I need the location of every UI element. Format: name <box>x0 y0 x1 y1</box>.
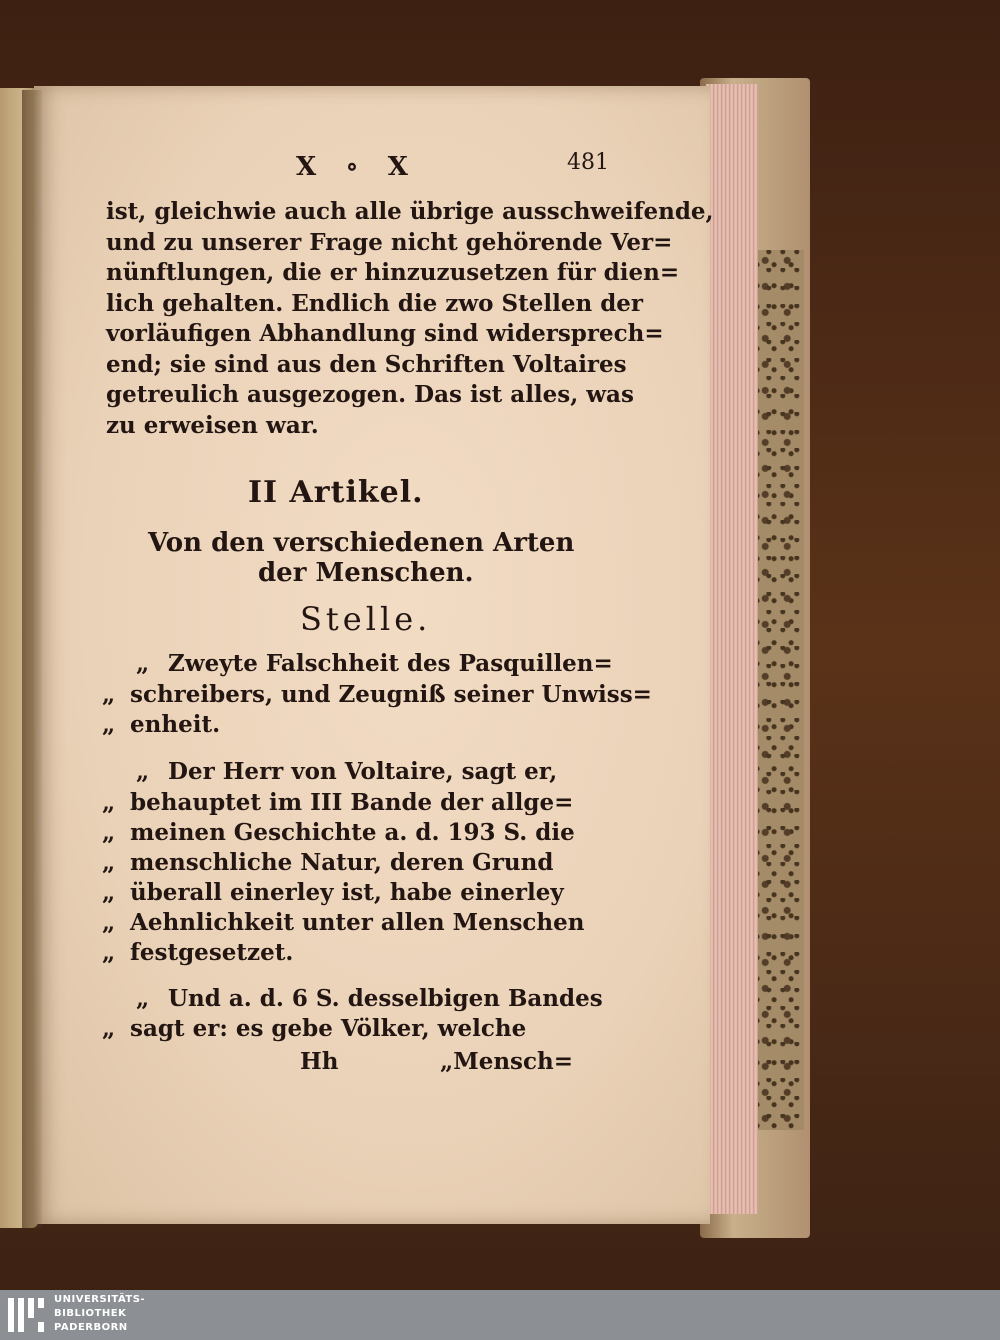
quote-mark: „ <box>102 939 116 966</box>
paragraph-line: zu erweisen war. <box>106 412 319 439</box>
quote-line: überall einerley ist, habe einerley <box>130 879 564 906</box>
quote-mark: „ <box>102 819 116 846</box>
quote-mark: „ <box>102 849 116 876</box>
paragraph-line: vorläufigen Abhandlung sind widersprech= <box>106 320 664 347</box>
quote-mark: „ <box>136 650 150 677</box>
quote-mark: „ <box>102 681 116 708</box>
quote-line: behauptet im III Bande der allge= <box>130 789 574 816</box>
paragraph-line: ist, gleichwie auch alle übrige ausschweifende, <box>106 198 714 225</box>
section-subheading: der Menschen. <box>258 558 474 588</box>
quote-line: sagt er: es gebe Völker, welche <box>130 1015 527 1042</box>
quote-line: Und a. d. 6 S. desselbigen Bandes <box>168 985 603 1012</box>
quote-line: menschliche Natur, deren Grund <box>130 849 554 876</box>
quote-line: enheit. <box>130 711 221 738</box>
catchword: „Mensch= <box>440 1048 573 1075</box>
quote-mark: „ <box>102 711 116 738</box>
section-subheading: Von den verschiedenen Arten <box>148 528 575 558</box>
paragraph-line: getreulich ausgezogen. Das ist alles, was <box>106 381 634 408</box>
library-logo-icon <box>8 1296 48 1334</box>
quote-line: Aehnlichkeit unter allen Menschen <box>130 909 585 936</box>
book-gutter <box>22 90 42 1228</box>
quote-mark: „ <box>136 758 150 785</box>
quote-mark: „ <box>102 909 116 936</box>
quote-line: festgesetzet. <box>130 939 294 966</box>
library-name-line: UNIVERSITÄTS- <box>54 1294 146 1305</box>
quote-mark: „ <box>102 789 116 816</box>
library-name-line: PADERBORN <box>54 1322 128 1333</box>
paragraph-line: end; sie sind aus den Schriften Voltaires <box>106 351 627 378</box>
quote-line: Zweyte Falschheit des Pasquillen= <box>168 650 613 677</box>
quote-mark: „ <box>102 879 116 906</box>
stelle-heading: Stelle. <box>300 600 432 638</box>
page-block-edge <box>706 84 758 1214</box>
quote-line: meinen Geschichte a. d. 193 S. die <box>130 819 575 846</box>
page-number: 481 <box>567 150 609 175</box>
library-footer <box>0 1290 1000 1340</box>
signature-mark: Hh <box>300 1048 339 1075</box>
library-name-line: BIBLIOTHEK <box>54 1308 127 1319</box>
paragraph-line: und zu unserer Frage nicht gehörende Ver= <box>106 229 673 256</box>
quote-mark: „ <box>136 985 150 1012</box>
quote-line: Der Herr von Voltaire, sagt er, <box>168 758 558 785</box>
marbled-cover-board <box>752 250 804 1130</box>
article-heading: II Artikel. <box>248 475 424 510</box>
paragraph-line: nünftlungen, die er hinzuzusetzen für dien= <box>106 259 680 286</box>
quote-line: schreibers, und Zeugniß seiner Unwiss= <box>130 681 652 708</box>
quote-mark: „ <box>102 1015 116 1042</box>
paragraph-line: lich gehalten. Endlich die zwo Stellen der <box>106 290 644 317</box>
running-head: X ∘ X <box>296 152 418 182</box>
